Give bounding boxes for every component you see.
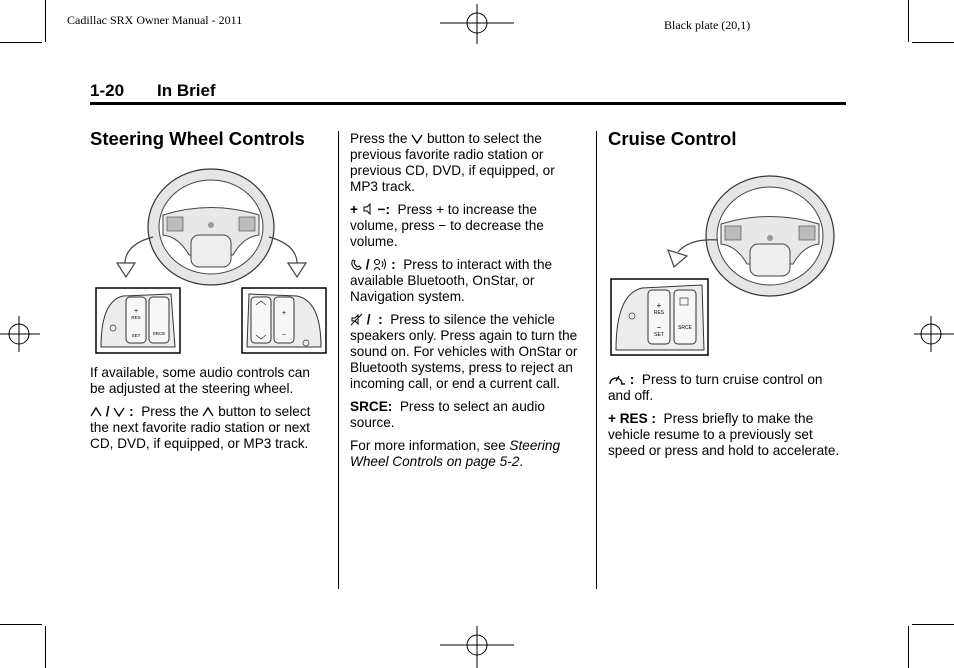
registration-mark-icon [914,316,954,352]
crop-mark [45,626,46,668]
cruise-on-off-colon: : [629,372,635,387]
registration-mark-icon [0,316,40,352]
header-manual-title: Cadillac SRX Owner Manual - 2011 [67,13,243,27]
phone-term: / [365,257,370,272]
fig-plus-label: + [281,310,287,317]
res-text: Press briefly to make the vehicle resume to a previously set speed or press and hold to accelerate. [608,411,840,458]
crop-mark [908,626,909,668]
next-track-colon: : [129,404,134,419]
section-title: In Brief [157,81,216,100]
fig-minus-label: − [281,332,287,339]
phone-paragraph [350,257,586,305]
srce-paragraph [350,399,586,431]
cruise-control-figure [610,172,846,358]
mute-text: Press to silence the vehicle speakers only. Press again to turn the sound on. For vehicles with OnStar or Bluetooth systems, press to reject an incoming call, or end a current call. [350,312,578,391]
mute-icon [350,313,363,326]
fig-minus-label: − [656,323,662,332]
steering-wheel-controls-heading: Steering Wheel Controls [90,128,305,149]
registration-mark-icon [440,626,514,668]
more-info-text: For more information, see [350,438,506,453]
mute-paragraph [350,312,586,392]
fig-res-label: RES [653,310,665,316]
crop-mark [912,624,954,625]
chevron-up-icon [90,406,102,418]
fig-srce-label: SRCE [678,325,692,331]
column-1 [90,365,328,459]
volume-text: Press + to increase the volume, press − to decrease the volume. [350,202,544,249]
srce-term: SRCE: [350,399,393,414]
phone-colon: : [391,257,396,272]
chevron-up-icon [202,406,214,418]
next-track-text-a: Press the [141,404,199,419]
page-number: 1-20 [90,81,125,100]
cruise-on-off-text: Press to turn cruise control on and off. [608,372,823,403]
volume-term-minus: −: [377,202,390,217]
more-info-end: . [519,454,524,469]
crop-mark [45,0,46,42]
phone-text: Press to interact with the available Bluetooth, OnStar, or Navigation system. [350,257,553,304]
cruise-control-icon [608,372,626,387]
next-track-paragraph [90,404,328,452]
prev-track-text-a: Press the [350,131,408,146]
crop-mark [912,42,954,43]
column-2 [350,131,586,477]
fig-srce-label: SRCE [152,331,166,336]
column-3 [608,372,848,466]
chevron-down-icon [113,406,125,418]
crop-mark [0,42,42,43]
phone-icon [350,259,362,271]
res-term: + RES : [608,411,656,426]
prev-track-paragraph [350,131,586,195]
steering-wheel-figure [93,165,329,357]
header-plate-info: Black plate (20,1) [664,18,751,32]
fig-set-label: SET [654,332,664,338]
next-track-text-b: button to select the next favorite radio station or next CD, DVD, if equipped, or MP3 track. [90,404,311,451]
cruise-control-heading: Cruise Control [608,128,737,149]
column-divider [596,131,597,589]
voice-icon [373,258,387,271]
fig-set-label: SET [131,333,141,338]
cruise-on-off-paragraph [608,372,848,404]
prev-track-text-b: button to select the previous favorite radio station or previous CD, DVD, if equipped, or MP3 track. [350,131,555,194]
crop-mark [0,624,42,625]
column-divider [338,131,339,589]
next-track-term: / [105,404,114,419]
registration-mark-icon [440,4,514,44]
fig-plus-label: + [656,301,662,310]
fig-res-label: RES [131,315,141,320]
res-paragraph [608,411,848,459]
speaker-icon [362,203,374,215]
fig-plus-label: + [133,308,139,315]
srce-text: Press to select an audio source. [350,399,545,430]
volume-term-plus: + [350,202,358,217]
crop-mark [908,0,909,42]
volume-paragraph [350,202,586,250]
mute-term: / [366,312,371,327]
audio-controls-intro: If available, some audio controls can be adjusted at the steering wheel. [90,365,310,396]
section-rule [90,102,846,105]
mute-colon: : [378,312,383,327]
steering-wheel-controls-link[interactable]: Steering Wheel Controls on page 5‑2 [350,438,561,469]
more-info-paragraph [350,438,586,470]
chevron-down-icon [411,133,423,145]
